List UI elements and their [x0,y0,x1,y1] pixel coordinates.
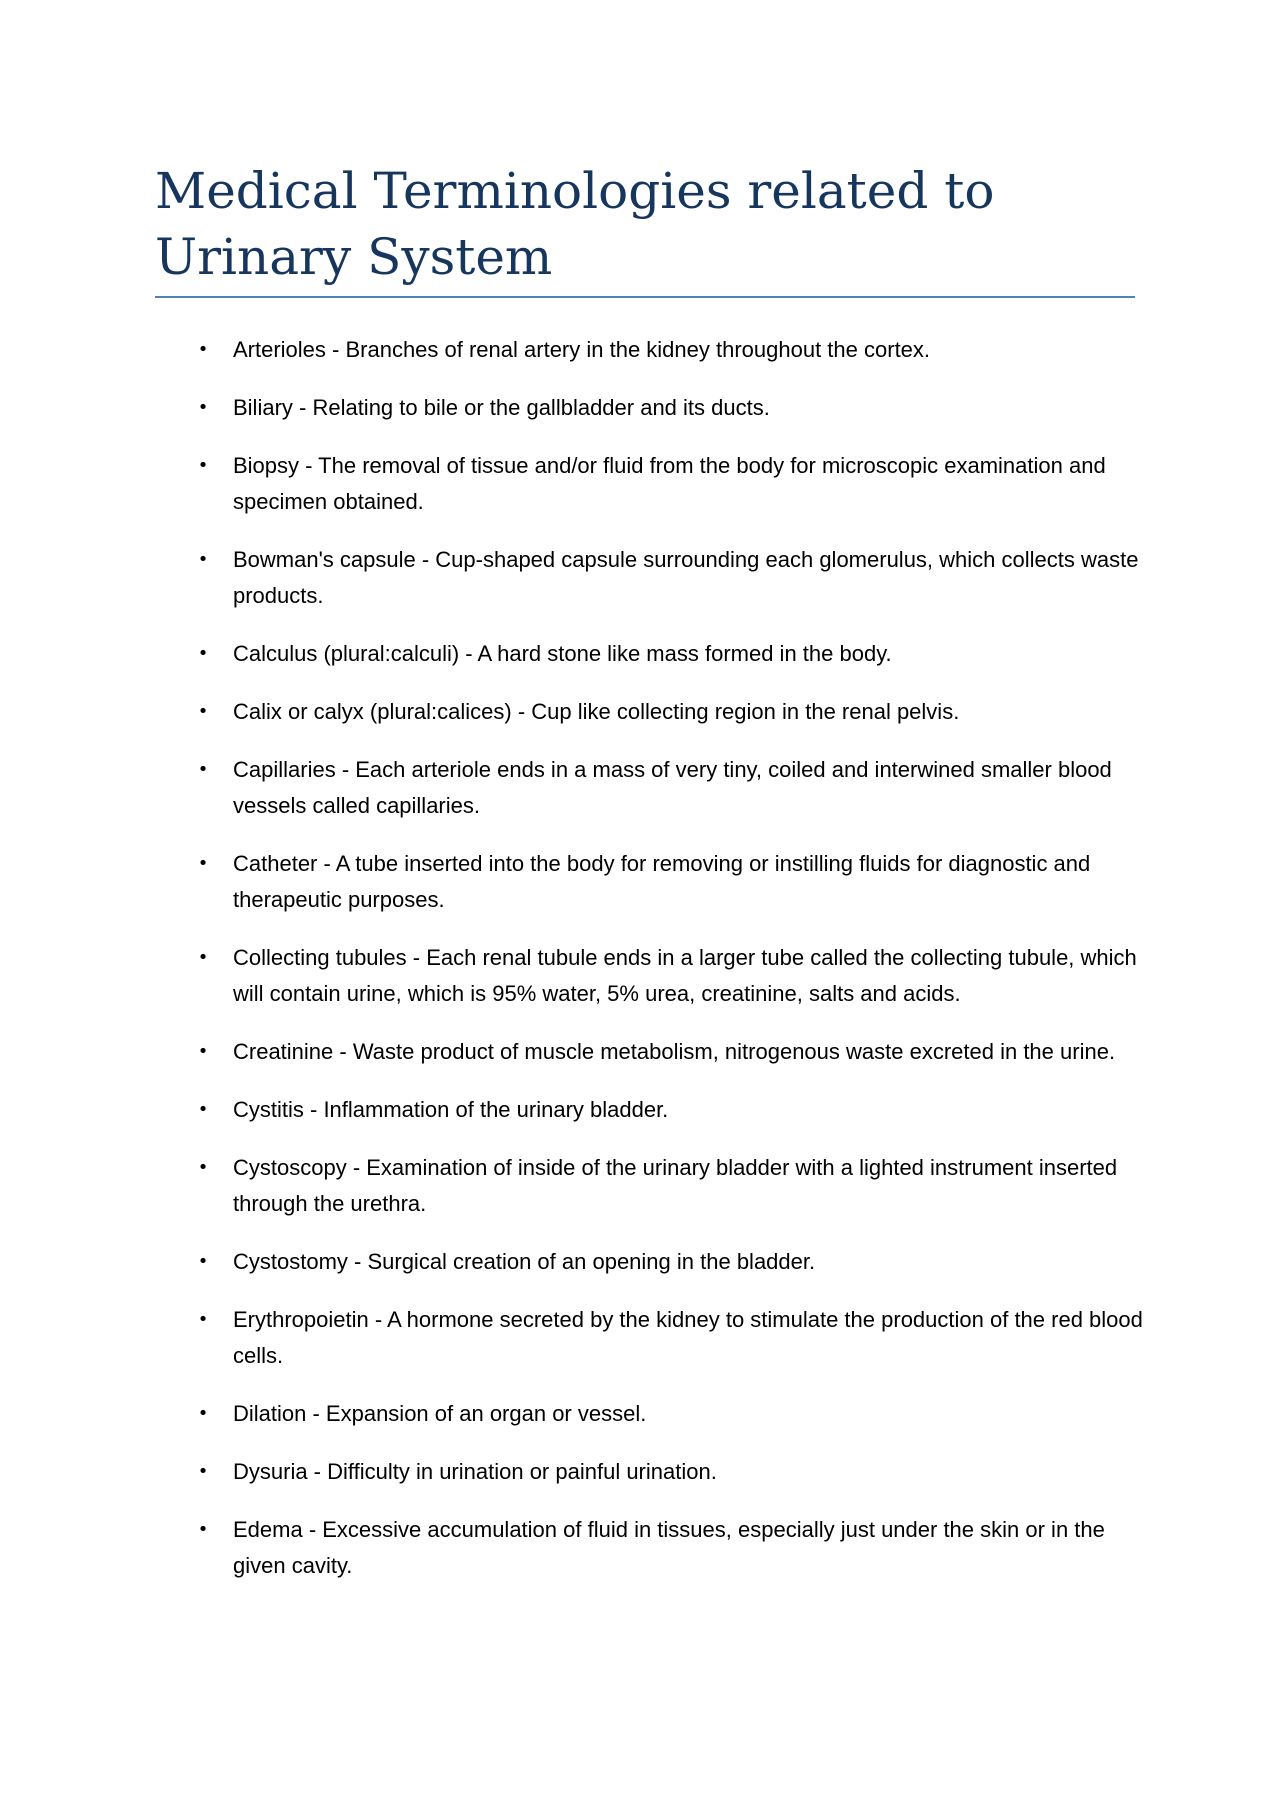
bullet-icon: • [197,643,209,664]
list-item-text: Cystostomy - Surgical creation of an opening in the bladder. [233,1249,816,1274]
list-item [0,846,1143,918]
bullet-icon: • [197,1157,209,1178]
list-item [0,1396,1143,1432]
list-item [0,542,1143,614]
bullet-icon: • [197,1519,209,1540]
title-underline [155,296,1135,298]
bullet-icon: • [197,1309,209,1330]
bullet-icon: • [197,759,209,780]
bullet-icon: • [197,1403,209,1424]
terminology-list [0,332,1280,1606]
list-item [0,1454,1143,1490]
bullet-icon: • [197,1099,209,1120]
list-item-text: Edema - Excessive accumulation of fluid in tissues, especially just under the skin or in the given cavity. [233,1517,1105,1578]
list-item-text: Cystoscopy - Examination of inside of the urinary bladder with a lighted instrument inserted through the urethra. [233,1155,1118,1216]
page-title: Medical Terminologies related to Urinary System [155,162,995,286]
list-item [0,636,1143,672]
bullet-icon: • [197,397,209,418]
bullet-icon: • [197,853,209,874]
bullet-icon: • [197,701,209,722]
bullet-icon: • [197,1461,209,1482]
list-item-text: Dysuria - Difficulty in urination or painful urination. [233,1459,717,1484]
list-item [0,1034,1143,1070]
bullet-icon: • [197,455,209,476]
list-item [0,1150,1143,1222]
list-item-text: Catheter - A tube inserted into the body for removing or instilling fluids for diagnostic and therapeutic purposes. [233,851,1091,912]
bullet-icon: • [197,339,209,360]
list-item [0,1092,1143,1128]
list-item-text: Calix or calyx (plural:calices) - Cup like collecting region in the renal pelvis. [233,699,960,724]
list-item-text: Cystitis - Inflammation of the urinary bladder. [233,1097,669,1122]
list-item-text: Creatinine - Waste product of muscle metabolism, nitrogenous waste excreted in the urine. [233,1039,1116,1064]
list-item [0,1512,1143,1584]
bullet-icon: • [197,1041,209,1062]
bullet-icon: • [197,1251,209,1272]
list-item [0,694,1143,730]
list-item [0,390,1143,426]
bullet-icon: • [197,549,209,570]
list-item [0,1302,1143,1374]
list-item [0,332,1143,368]
list-item-text: Biopsy - The removal of tissue and/or fluid from the body for microscopic examination and specimen obtained. [233,453,1106,514]
list-item-text: Dilation - Expansion of an organ or vessel. [233,1401,647,1426]
list-item [0,448,1143,520]
list-item-text: Biliary - Relating to bile or the gallbladder and its ducts. [233,395,770,420]
list-item [0,1244,1143,1280]
list-item-text: Calculus (plural:calculi) - A hard stone like mass formed in the body. [233,641,892,666]
list-item [0,940,1143,1012]
bullet-icon: • [197,947,209,968]
list-item-text: Capillaries - Each arteriole ends in a mass of very tiny, coiled and interwined smaller blood vessels called capillaries. [233,757,1112,818]
list-item [0,752,1143,824]
list-item-text: Bowman's capsule - Cup-shaped capsule surrounding each glomerulus, which collects waste products. [233,547,1139,608]
list-item-text: Collecting tubules - Each renal tubule ends in a larger tube called the collecting tubule, which will contain urine, which is 95% water, 5% urea, creatinine, salts and acids. [233,945,1137,1006]
list-item-text: Erythropoietin - A hormone secreted by the kidney to stimulate the production of the red blood cells. [233,1307,1143,1368]
list-item-text: Arterioles - Branches of renal artery in the kidney throughout the cortex. [233,337,931,362]
